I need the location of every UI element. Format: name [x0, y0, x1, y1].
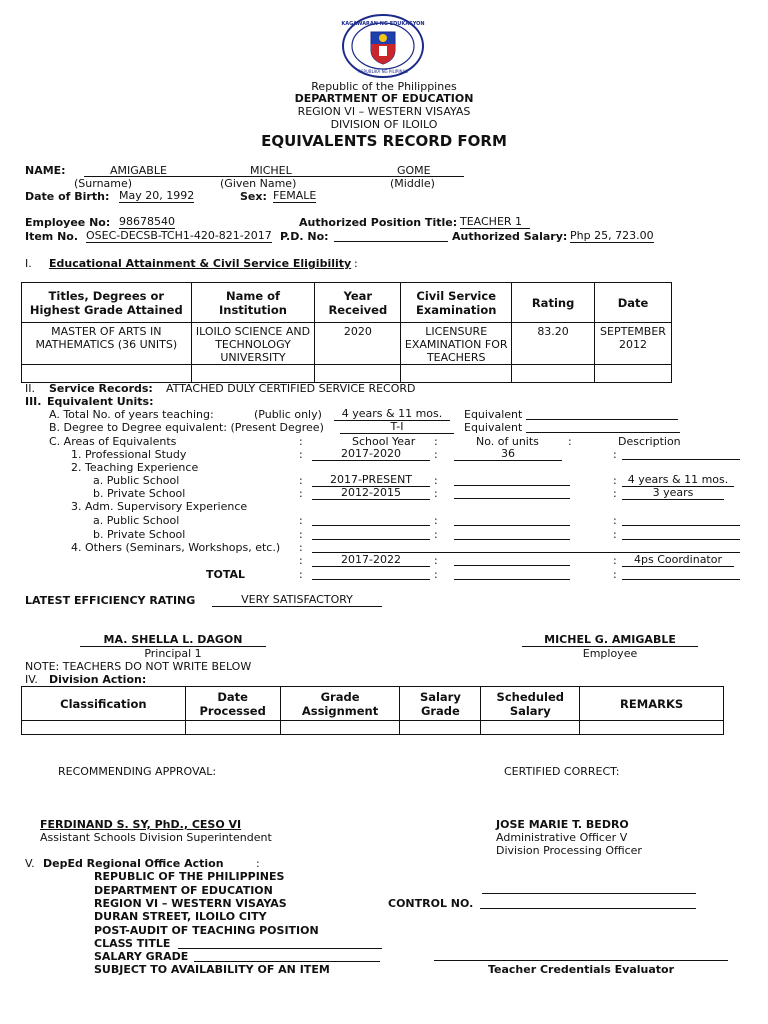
- row-adm-public: a. Public School: [93, 514, 180, 527]
- colon: :: [434, 474, 438, 487]
- item-b-equivalent: Equivalent: [464, 421, 523, 434]
- colon: :: [434, 448, 438, 461]
- colon: :: [613, 568, 617, 581]
- division-header: Date Processed: [185, 687, 280, 721]
- seal-text-bottom: REPUBLIKA NG PILIPINAS: [358, 69, 408, 74]
- middle-name-caption: (Middle): [390, 177, 435, 190]
- education-header: Name of Institution: [191, 283, 315, 323]
- regional-line: DEPARTMENT OF EDUCATION: [94, 884, 273, 897]
- surname-value: AMIGABLE: [110, 164, 167, 177]
- sex-value: FEMALE: [273, 189, 317, 202]
- row-public-school: a. Public School: [93, 474, 180, 487]
- education-cell: [401, 365, 512, 383]
- blank: [312, 579, 430, 580]
- education-cell: 83.20: [512, 323, 595, 365]
- public-school-desc: 4 years & 11 mos.: [622, 474, 734, 487]
- salary-value: Php 25, 723.00: [570, 229, 654, 242]
- colon: :: [613, 514, 617, 527]
- employee-name: MICHEL G. AMIGABLE: [522, 634, 698, 647]
- colon: :: [434, 528, 438, 541]
- regional-line: REGION VI – WESTERN VISAYAS: [94, 897, 287, 910]
- evaluator-signature-line: [434, 960, 728, 961]
- education-cell: SEPTEMBER 2012: [594, 323, 671, 365]
- division-action-title: Division Action:: [49, 673, 147, 686]
- section-5-number: V.: [25, 857, 35, 870]
- private-school-desc: 3 years: [622, 487, 724, 500]
- pd-no-label: P.D. No:: [280, 230, 329, 243]
- colon: :: [434, 514, 438, 527]
- pd-no-blank: [334, 241, 448, 242]
- row-private-school: b. Private School: [93, 487, 186, 500]
- colon: :: [299, 554, 303, 567]
- colon: :: [434, 568, 438, 581]
- item-a-value: 4 years & 11 mos.: [334, 408, 450, 421]
- item-a-public: (Public only): [254, 408, 322, 421]
- blank: [454, 485, 570, 486]
- deped-seal: [341, 14, 425, 78]
- education-table: [21, 282, 672, 383]
- education-cell: 2020: [315, 323, 401, 365]
- row-adm-supervisory: 3. Adm. Supervisory Experience: [71, 500, 248, 513]
- section-2-number: II.: [25, 382, 35, 395]
- header-republic: Republic of the Philippines: [311, 80, 457, 93]
- service-records-value: ATTACHED DULY CERTIFIED SERVICE RECORD: [166, 382, 416, 395]
- blank: [312, 525, 430, 526]
- certified-correct: CERTIFIED CORRECT:: [504, 765, 620, 778]
- colon: :: [613, 448, 617, 461]
- service-records-label: Service Records:: [49, 382, 153, 395]
- colon: :: [434, 487, 438, 500]
- control-blank-top: [482, 893, 696, 894]
- note: NOTE: TEACHERS DO NOT WRITE BELOW: [25, 660, 252, 673]
- position-title-value: TEACHER 1: [460, 216, 530, 229]
- regional-line: DURAN STREET, ILOILO CITY: [94, 910, 267, 923]
- education-cell: [22, 365, 192, 383]
- education-cell: [315, 365, 401, 383]
- class-title-blank: [178, 948, 382, 949]
- regional-line: POST-AUDIT OF TEACHING POSITION: [94, 924, 319, 937]
- colon: :: [299, 487, 303, 500]
- given-name-caption: (Given Name): [220, 177, 297, 190]
- colon: :: [568, 435, 572, 448]
- dob-value: May 20, 1992: [119, 189, 195, 202]
- col-description: Description: [618, 435, 681, 448]
- sex-label: Sex:: [240, 190, 267, 203]
- education-header: Titles, Degrees or Highest Grade Attained: [22, 283, 192, 323]
- blank: [454, 525, 570, 526]
- education-header: Year Received: [315, 283, 401, 323]
- principal-title: Principal 1: [144, 647, 202, 660]
- efficiency-label: LATEST EFFICIENCY RATING: [25, 594, 196, 607]
- row-professional-study: 1. Professional Study: [71, 448, 187, 461]
- control-no-blank: [480, 908, 696, 909]
- blank: [622, 459, 740, 460]
- education-cell: LICENSURE EXAMINATION FOR TEACHERS: [401, 323, 512, 365]
- professional-study-units: 36: [454, 448, 562, 461]
- colon: :: [299, 514, 303, 527]
- private-school-sy: 2012-2015: [312, 487, 430, 500]
- efficiency-value: VERY SATISFACTORY: [212, 594, 382, 607]
- ao-title: Administrative Officer V: [496, 831, 628, 844]
- asds-name: FERDINAND S. SY, PhD., CESO VI: [40, 818, 242, 831]
- row-adm-private: b. Private School: [93, 528, 186, 541]
- item-a-label: A. Total No. of years teaching:: [49, 408, 214, 421]
- colon: :: [434, 435, 438, 448]
- ao-title-2: Division Processing Officer: [496, 844, 642, 857]
- division-header: Classification: [22, 687, 186, 721]
- division-action-table: [21, 686, 724, 735]
- table-row: [22, 323, 672, 365]
- employee-no-label: Employee No:: [25, 216, 111, 229]
- header-department: DEPARTMENT OF EDUCATION: [294, 92, 474, 105]
- education-cell: [594, 365, 671, 383]
- education-cell: [512, 365, 595, 383]
- salary-grade-blank: [194, 961, 380, 962]
- colon: :: [299, 568, 303, 581]
- division-header: Grade Assignment: [280, 687, 400, 721]
- blank: [454, 498, 570, 499]
- education-cell: ILOILO SCIENCE AND TECHNOLOGY UNIVERSITY: [191, 323, 315, 365]
- blank: [622, 525, 740, 526]
- item-b-equivalent-blank: [526, 432, 680, 433]
- colon: :: [299, 435, 303, 448]
- colon: :: [613, 554, 617, 567]
- header-division: DIVISION OF ILOILO: [330, 118, 438, 131]
- colon: :: [299, 474, 303, 487]
- middle-name-value: GOME: [397, 164, 431, 177]
- others-desc: 4ps Coordinator: [622, 554, 734, 567]
- colon: :: [299, 541, 303, 554]
- col-units: No. of units: [476, 435, 539, 448]
- colon: :: [299, 448, 303, 461]
- blank: [454, 579, 570, 580]
- education-cell: MASTER OF ARTS IN MATHEMATICS (36 UNITS): [22, 323, 192, 365]
- section-1-number: I.: [25, 257, 32, 270]
- name-label: NAME:: [25, 164, 66, 177]
- others-sy: 2017-2022: [312, 554, 430, 567]
- seal-text-top: KAGAWARAN NG EDUKASYON: [341, 21, 425, 27]
- item-b-label: B. Degree to Degree equivalent: (Present Degree): [49, 421, 324, 434]
- employee-title: Employee: [582, 647, 638, 660]
- item-no-value: OSEC-DECSB-TCH1-420-821-2017: [86, 229, 272, 242]
- given-name-value: MICHEL: [250, 164, 292, 177]
- education-header: Civil Service Examination: [401, 283, 512, 323]
- education-header: Rating: [512, 283, 595, 323]
- row-teaching-experience: 2. Teaching Experience: [71, 461, 199, 474]
- item-b-value: T-I: [340, 421, 454, 434]
- colon: :: [434, 554, 438, 567]
- position-title-label: Authorized Position Title:: [299, 216, 458, 229]
- regional-line: REPUBLIC OF THE PHILIPPINES: [94, 870, 285, 883]
- colon: :: [613, 528, 617, 541]
- total-label: TOTAL: [206, 568, 246, 581]
- principal-name: MA. SHELLA L. DAGON: [80, 634, 266, 647]
- item-c-label: C. Areas of Equivalents: [49, 435, 177, 448]
- header-region: REGION VI – WESTERN VISAYAS: [297, 105, 471, 118]
- section-3-number: III.: [25, 395, 42, 408]
- blank: [454, 539, 570, 540]
- section-1-colon: :: [354, 257, 358, 270]
- evaluator-title: Teacher Credentials Evaluator: [487, 963, 675, 976]
- division-header: REMARKS: [580, 687, 724, 721]
- asds-title: Assistant Schools Division Superintendent: [40, 831, 272, 844]
- section-4-number: IV.: [25, 673, 38, 686]
- education-header: Date: [594, 283, 671, 323]
- blank: [312, 539, 430, 540]
- blank: [622, 539, 740, 540]
- colon: :: [299, 528, 303, 541]
- item-a-equivalent: Equivalent: [464, 408, 523, 421]
- colon: :: [613, 487, 617, 500]
- employee-no-value: 98678540: [119, 215, 175, 228]
- row-others: 4. Others (Seminars, Workshops, etc.): [71, 541, 281, 554]
- page-title: EQUIVALENTS RECORD FORM: [261, 132, 507, 150]
- table-row: [22, 365, 672, 383]
- class-title-label: CLASS TITLE: [94, 937, 171, 950]
- salary-grade-label: SALARY GRADE: [94, 950, 189, 963]
- control-no-label: CONTROL NO.: [388, 897, 474, 910]
- item-a-equivalent-blank: [526, 419, 678, 420]
- item-no-label: Item No.: [25, 230, 79, 243]
- dob-label: Date of Birth:: [25, 190, 110, 203]
- public-school-sy: 2017-PRESENT: [312, 474, 430, 487]
- professional-study-sy: 2017-2020: [312, 448, 430, 461]
- subject-availability: SUBJECT TO AVAILABILITY OF AN ITEM: [94, 963, 330, 976]
- regional-action-colon: :: [256, 857, 260, 870]
- blank: [454, 565, 570, 566]
- table-row: [22, 721, 724, 735]
- col-school-year: School Year: [352, 435, 416, 448]
- recommending-approval: RECOMMENDING APPROVAL:: [58, 765, 217, 778]
- division-header: Scheduled Salary: [481, 687, 580, 721]
- section-1-title: Educational Attainment & Civil Service Eligibility: [49, 257, 352, 270]
- education-cell: [191, 365, 315, 383]
- ao-name: JOSE MARIE T. BEDRO: [496, 818, 629, 831]
- equivalent-units-label: Equivalent Units:: [47, 395, 154, 408]
- regional-action-title: DepEd Regional Office Action: [43, 857, 224, 870]
- colon: :: [613, 474, 617, 487]
- division-header: Salary Grade: [400, 687, 481, 721]
- blank: [622, 579, 740, 580]
- surname-caption: (Surname): [74, 177, 133, 190]
- salary-label: Authorized Salary:: [452, 230, 568, 243]
